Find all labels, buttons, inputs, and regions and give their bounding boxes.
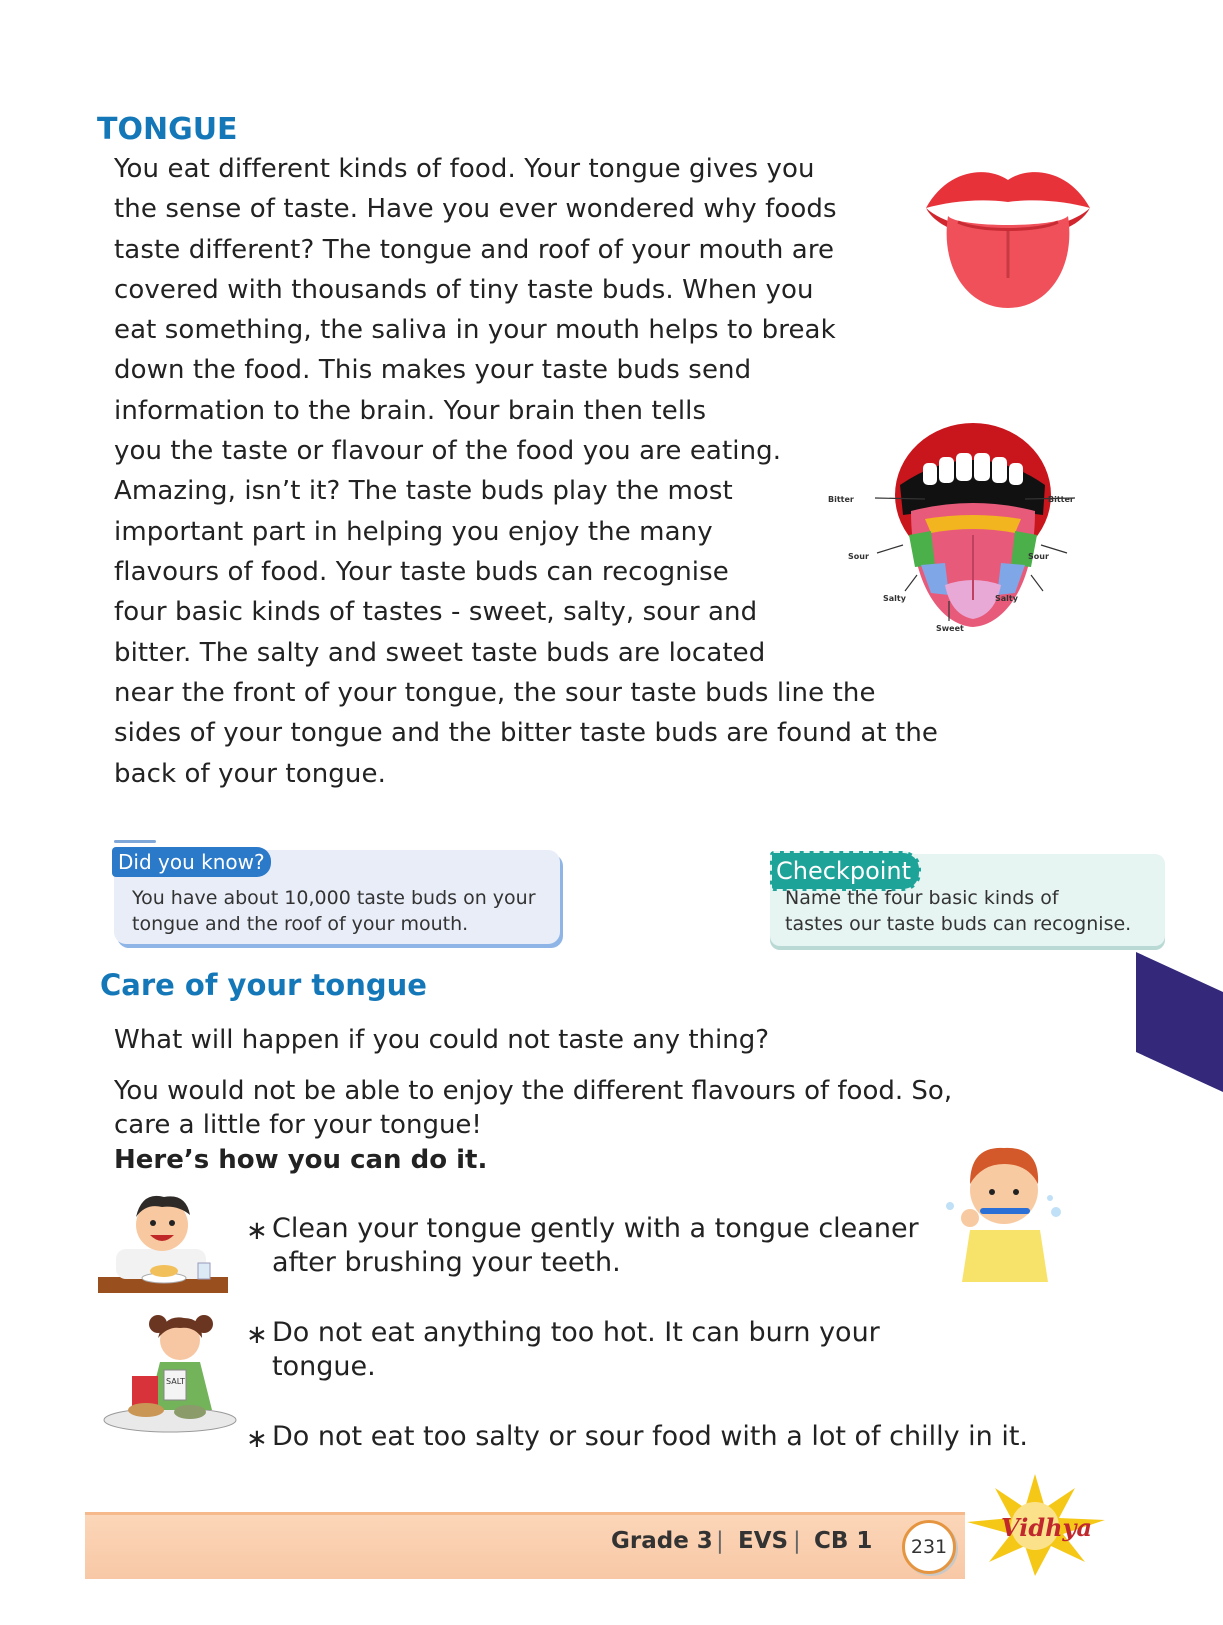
taste-map-diagram [828, 415, 1105, 655]
footer-separator: | [716, 1528, 724, 1554]
bullet-star: ∗ [246, 1320, 268, 1350]
bullet-line: after brushing your teeth. [272, 1247, 621, 1278]
question-text: What will happen if you could not taste any thing? [114, 1025, 770, 1055]
did-you-know-line: You have about 10,000 taste buds on your [132, 887, 536, 909]
paragraph-line: Amazing, isn’t it? The taste buds play the most [114, 476, 733, 506]
did-you-know-line: tongue and the roof of your mouth. [132, 913, 469, 935]
boy-brushing-illustration [940, 1140, 1070, 1290]
paragraph-line: back of your tongue. [114, 759, 386, 789]
paragraph-line: taste different? The tongue and roof of your mouth are [114, 235, 835, 265]
boy-eating-illustration [98, 1185, 233, 1300]
bullet-line: Do not eat anything too hot. It can burn your [272, 1317, 880, 1348]
list-item [246, 1420, 1029, 1454]
howto-text: Here’s how you can do it. [114, 1145, 488, 1175]
paragraph-line: sides of your tongue and the bitter taste buds are found at the [114, 718, 939, 748]
paragraph-line: four basic kinds of tastes - sweet, salty, sour and [114, 597, 758, 627]
footer-grade: Grade 3 [611, 1528, 713, 1554]
footer-separator: | [793, 1528, 801, 1554]
paragraph-line: eat something, the saliva in your mouth helps to break [114, 315, 836, 345]
salty-label-right: Salty [995, 594, 1018, 603]
paragraph-line: flavours of food. Your taste buds can recognise [114, 557, 729, 587]
girl-eating-illustration [98, 1310, 243, 1445]
side-chapter-tab [1136, 952, 1223, 1092]
paragraph-line: the sense of taste. Have you ever wondered why foods [114, 194, 837, 224]
footer-subject: EVS [738, 1528, 789, 1554]
checkpoint-title: Checkpoint [770, 851, 921, 891]
brand-name: Vidhya [1001, 1513, 1093, 1542]
paragraph-line: bitter. The salty and sweet taste buds are located [114, 638, 766, 668]
bullet-line: Clean your tongue gently with a tongue cleaner [272, 1213, 919, 1244]
salt-label: SALT [166, 1377, 185, 1386]
sweet-label: Sweet [936, 624, 964, 633]
list-item [246, 1316, 880, 1384]
section-heading: Care of your tongue [100, 968, 427, 1002]
checkpoint-line: tastes our taste buds can recognise. [785, 913, 1132, 935]
paragraph-line: information to the brain. Your brain then tells [114, 396, 707, 426]
bullet-line: Do not eat too salty or sour food with a lot of chilly in it. [272, 1421, 1029, 1452]
vidhya-logo [955, 1470, 1115, 1580]
checkpoint-line: Name the four basic kinds of [785, 887, 1059, 909]
sour-label-left: Sour [848, 552, 869, 561]
salty-label-left: Salty [883, 594, 906, 603]
bullet-line: tongue. [272, 1351, 376, 1382]
answer-line: You would not be able to enjoy the different flavours of food. So, [114, 1076, 953, 1106]
paragraph-line: near the front of your tongue, the sour taste buds line the [114, 678, 876, 708]
paragraph-line: covered with thousands of tiny taste buds. When you [114, 275, 814, 305]
bitter-label-right: Bitter [1048, 495, 1074, 504]
list-item [246, 1212, 919, 1280]
did-you-know-accent [114, 840, 156, 843]
paragraph-line: You eat different kinds of food. Your tongue gives you [114, 154, 815, 184]
page-number: 231 [902, 1520, 956, 1574]
footer-book: CB 1 [814, 1528, 873, 1554]
page-title: TONGUE [97, 112, 238, 147]
paragraph-line: down the food. This makes your taste buds send [114, 355, 752, 385]
did-you-know-text [132, 885, 536, 937]
bullet-star: ∗ [246, 1424, 268, 1454]
bitter-label-left: Bitter [828, 495, 854, 504]
checkpoint-text [785, 885, 1131, 937]
paragraph-line: important part in helping you enjoy the many [114, 517, 713, 547]
did-you-know-title: Did you know? [112, 847, 271, 877]
sour-label-right: Sour [1028, 552, 1049, 561]
tongue-lips-illustration [918, 158, 1098, 318]
bullet-star: ∗ [246, 1216, 268, 1246]
paragraph-line: you the taste or flavour of the food you are eating. [114, 436, 782, 466]
answer-line: care a little for your tongue! [114, 1110, 482, 1140]
